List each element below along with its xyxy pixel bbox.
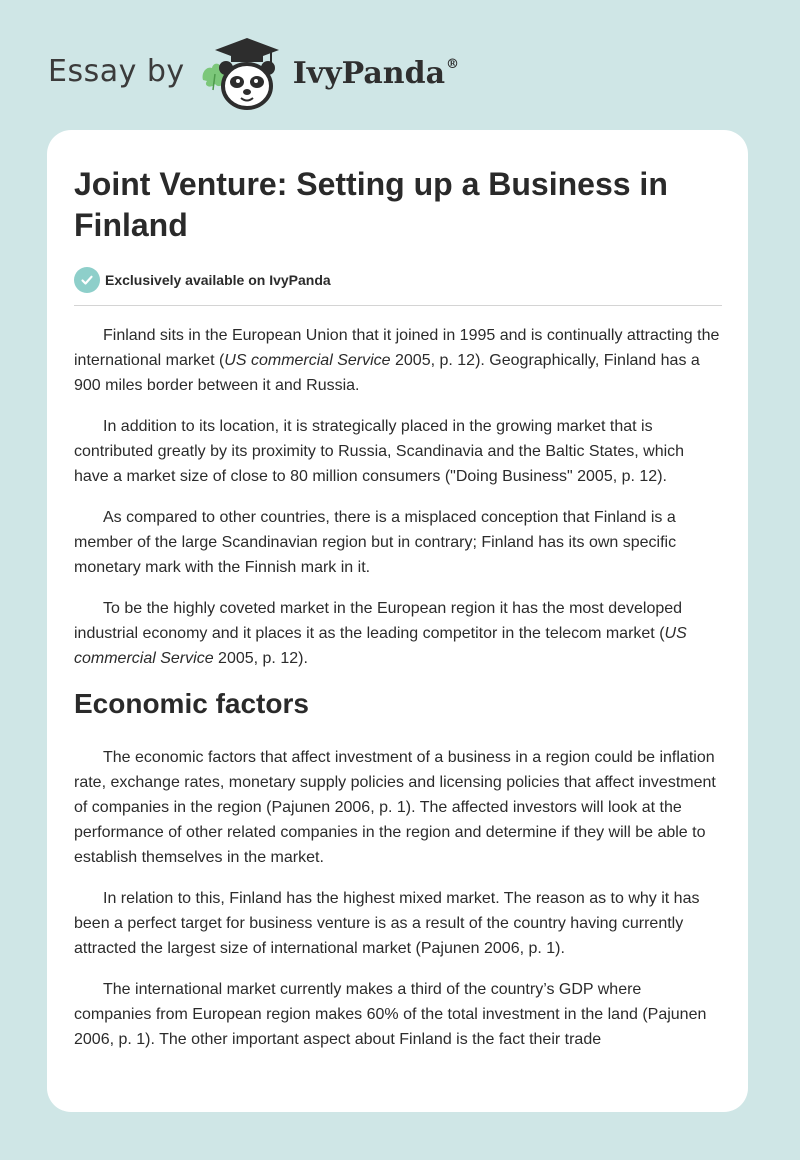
- paragraph-6: In relation to this, Finland has the highest mixed market. The reason as to why it has been a perfect target for business venture is as a result of the country having currently attracted the largest size of international market (Pajunen 2006, p. 1).: [74, 890, 700, 957]
- check-circle-icon: [74, 267, 100, 293]
- essay-by-label: Essay by: [48, 53, 185, 89]
- paragraph-1: [74, 323, 722, 398]
- paragraph-5: The economic factors that affect investment of a business in a region could be inflation rate, exchange rates, monetary supply policies and licensing policies that affect investment of companies in the region (Pajunen 2006, p. 1). The affected investors will look at the performance of other related companies in the region and determine if they will be able to establish themselves in the market.: [74, 749, 716, 866]
- article-title: Joint Venture: Setting up a Business in Finland: [74, 166, 668, 243]
- site-header: [48, 34, 459, 114]
- registered-mark: ®: [446, 56, 460, 72]
- article-content: [47, 130, 748, 1052]
- exclusive-badge: [74, 267, 722, 293]
- exclusive-label: Exclusively available on IvyPanda: [105, 272, 331, 288]
- panda-face-icon: [219, 61, 275, 108]
- paragraph-4-text: To be the highly coveted market in the European region it has the most developed industrial economy and it places it as the leading competitor in the telecom market (: [74, 600, 683, 642]
- brand-label[interactable]: IvyPanda: [292, 55, 446, 91]
- title-divider: [74, 305, 722, 306]
- panda-graduate-logo-icon[interactable]: [199, 34, 291, 114]
- paragraph-3: As compared to other countries, there is a misplaced conception that Finland is a member of the large Scandinavian region but in contrary; Finland has its own specific monetary mark with the Finnish mark in it.: [74, 509, 677, 576]
- citation-source: US commercial Service: [224, 352, 391, 369]
- brand-name[interactable]: [293, 56, 459, 91]
- paragraph-4-text-end: 2005, p. 12).: [213, 650, 308, 667]
- paragraph-2: In addition to its location, it is strategically placed in the growing market that is contributed greatly by its proximity to Russia, Scandinavia and the Baltic States, which have a market size of close to 80 million consumers ("Doing Business" 2005, p. 12).: [74, 418, 685, 485]
- paragraph-7: The international market currently makes a third of the country’s GDP where companies from European region makes 60% of the total investment in the land (Pajunen 2006, p. 1). The other important aspect about Finland is the fact their trade: [74, 981, 707, 1048]
- citation-source: US commercial Service: [74, 625, 687, 667]
- article-card: [47, 130, 748, 1112]
- paragraph-4: [74, 596, 722, 671]
- paragraph-1-text-end: 2005, p. 12). Geographically, Finland has a 900 miles border between it and Russia.: [74, 352, 700, 394]
- paragraph-1-text: Finland sits in the European Union that it joined in 1995 and is continually attracting the international market (: [74, 327, 720, 369]
- section-heading: Economic factors: [74, 688, 309, 719]
